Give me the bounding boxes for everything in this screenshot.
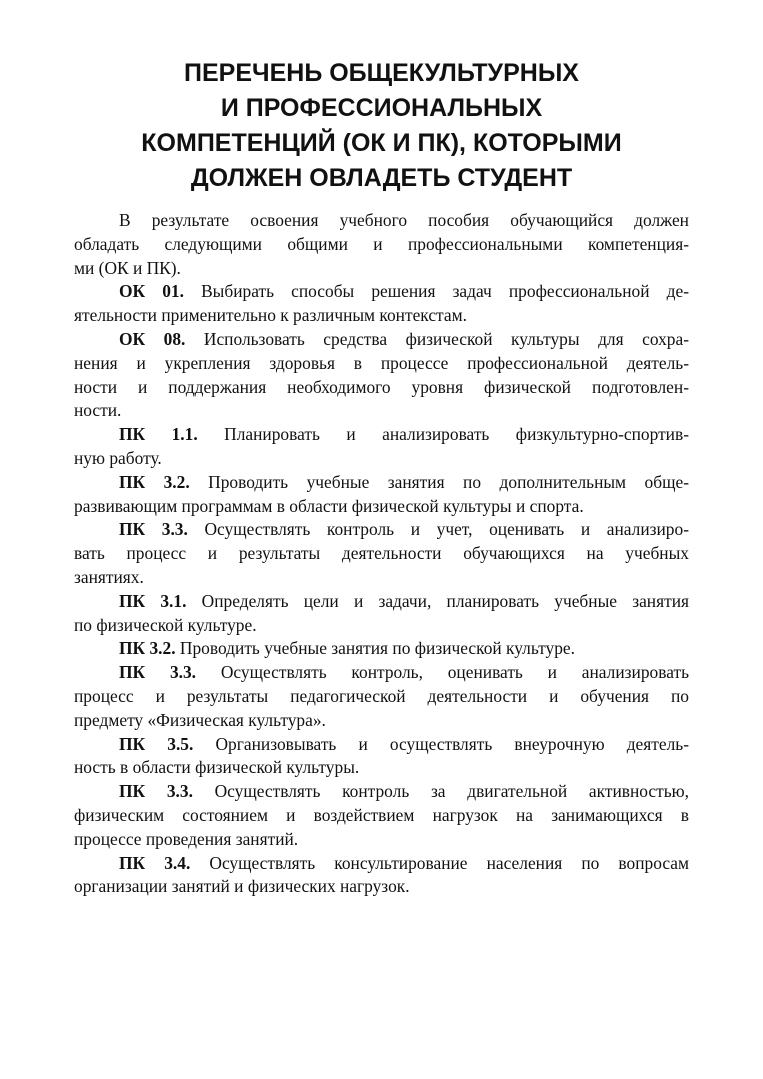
text-line bbox=[74, 518, 689, 542]
text-line bbox=[74, 852, 689, 876]
text-line: вать процесс и результаты деятельности обучающихся на учебных bbox=[74, 543, 689, 564]
competency-item bbox=[74, 590, 689, 638]
competency-text: Осуществлять контроль за двигательной активностью, bbox=[192, 781, 689, 802]
text-line: ми (ОК и ПК). bbox=[74, 257, 181, 278]
competency-code: ПК 3.3. bbox=[119, 662, 197, 683]
competency-code: ПК 3.3. bbox=[119, 519, 188, 540]
text-line bbox=[74, 661, 689, 685]
text-line: ность в области физической культуры. bbox=[74, 757, 360, 778]
competency-text: Выбирать способы решения задач профессиональной де- bbox=[183, 281, 689, 302]
text-line bbox=[74, 328, 689, 352]
competency-text: Планировать и анализировать физкультурно-спортив- bbox=[197, 424, 689, 445]
text-line: развивающим программам в области физической культуры и спорта. bbox=[74, 495, 584, 516]
competency-list bbox=[74, 280, 689, 899]
text-line: процесс и результаты педагогической деятельности и обучения по bbox=[74, 685, 689, 706]
competency-item bbox=[74, 733, 689, 781]
competency-text: Использовать средства физической культуры для сохра- bbox=[185, 328, 689, 349]
title-line: КОМПЕТЕНЦИЙ (ОК И ПК), КОТОРЫМИ bbox=[141, 129, 622, 157]
competency-text: Определять цели и задачи, планировать учебные занятия bbox=[186, 590, 689, 611]
text-line: ную работу. bbox=[74, 447, 162, 468]
text-line: ятельности применительно к различным контекстам. bbox=[74, 305, 467, 326]
competency-item bbox=[74, 852, 689, 900]
text-line: процессе проведения занятий. bbox=[74, 828, 299, 849]
text-line bbox=[74, 590, 689, 614]
text-line bbox=[74, 733, 689, 757]
text-line: В результате освоения учебного пособия обучающийся должен bbox=[119, 210, 689, 230]
text-line: занятиях. bbox=[74, 566, 144, 587]
text-line: обладать следующими общими и профессиональными компетенция- bbox=[74, 233, 689, 254]
competency-code: ПК 3.2. bbox=[119, 638, 176, 659]
competency-item bbox=[74, 423, 689, 471]
text-line bbox=[74, 637, 689, 661]
competency-code: ОК 08. bbox=[119, 328, 186, 349]
competency-code: ПК 3.1. bbox=[119, 590, 187, 611]
competency-item bbox=[74, 328, 689, 423]
competency-item bbox=[74, 518, 689, 589]
title-line: ПЕРЕЧЕНЬ ОБЩЕКУЛЬТУРНЫХ bbox=[184, 59, 579, 87]
competency-code: ПК 3.5. bbox=[119, 733, 194, 754]
competency-item bbox=[74, 780, 689, 851]
text-line: организации занятий и физических нагрузок. bbox=[74, 876, 410, 897]
text-line: физическим состоянием и воздействием нагрузок на занимающихся в bbox=[74, 804, 689, 825]
competency-code: ПК 3.4. bbox=[119, 852, 191, 873]
text-line: предмету «Физическая культура». bbox=[74, 709, 326, 730]
competency-item bbox=[74, 661, 689, 732]
text-line: ности и поддержания необходимого уровня физической подготовлен- bbox=[74, 376, 689, 397]
competency-code: ПК 1.1. bbox=[119, 424, 198, 445]
competency-code: ОК 01. bbox=[119, 281, 184, 302]
competency-code: ПК 3.3. bbox=[119, 781, 193, 802]
competency-text: Осуществлять контроль и учет, оценивать и анализиро- bbox=[187, 519, 689, 540]
competency-text: Организовывать и осуществлять внеурочную деятель- bbox=[193, 733, 689, 754]
competency-text: Осуществлять консультирование населения по вопросам bbox=[190, 852, 690, 873]
competency-item bbox=[74, 471, 689, 519]
intro-paragraph bbox=[74, 209, 689, 280]
title-line: И ПРОФЕССИОНАЛЬНЫХ bbox=[220, 94, 543, 122]
text-line bbox=[74, 280, 689, 304]
text-line: нения и укрепления здоровья в процессе профессиональной деятель- bbox=[74, 352, 689, 373]
title-line: ДОЛЖЕН ОВЛАДЕТЬ СТУДЕНТ bbox=[190, 164, 573, 192]
competency-item bbox=[74, 280, 689, 328]
competencies-body bbox=[74, 209, 689, 899]
competency-text: Осуществлять контроль, оценивать и анализировать bbox=[196, 662, 689, 683]
competency-code: ПК 3.2. bbox=[119, 471, 190, 492]
text-line: ности. bbox=[74, 400, 122, 421]
competency-item bbox=[74, 637, 689, 661]
page-title bbox=[60, 56, 703, 196]
text-line: по физической культуре. bbox=[74, 614, 257, 635]
competency-text: Проводить учебные занятия по дополнительным обще- bbox=[189, 471, 689, 492]
text-line bbox=[74, 780, 689, 804]
text-line bbox=[74, 423, 689, 447]
text-line bbox=[74, 471, 689, 495]
competency-text: Проводить учебные занятия по физической культуре. bbox=[175, 638, 575, 659]
